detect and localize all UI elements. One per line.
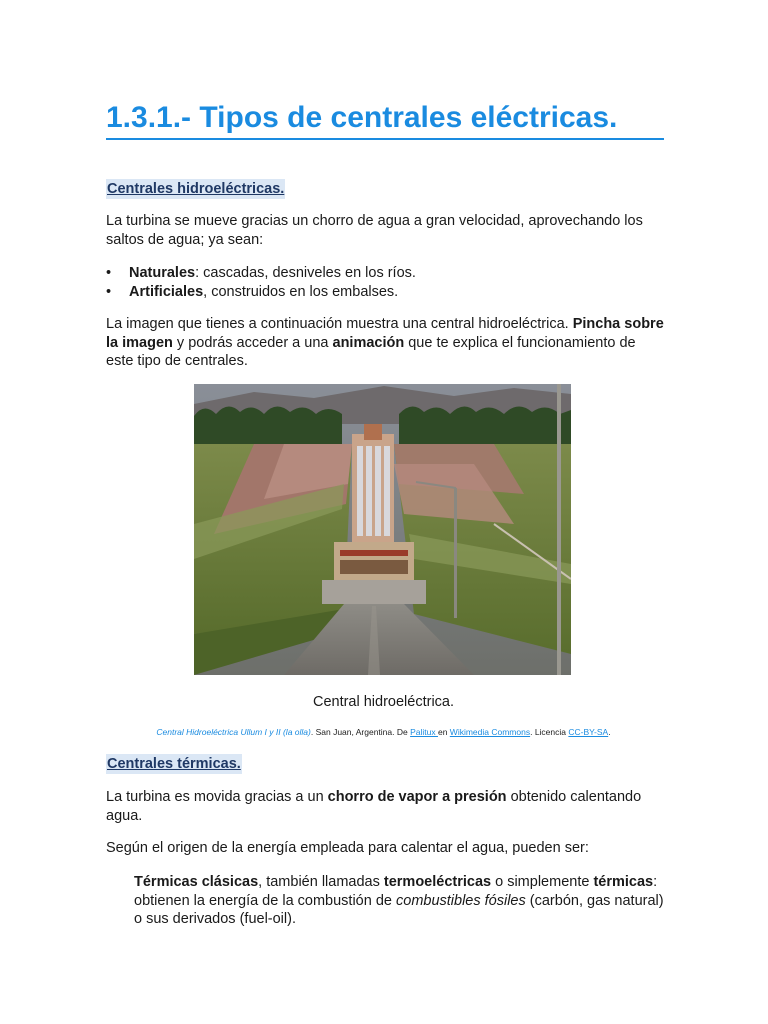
image-caption: Central hidroeléctrica. xyxy=(312,694,455,710)
credit-author-link[interactable]: Palitux xyxy=(410,727,438,737)
page-title: 1.3.1.- Tipos de centrales eléctricas. xyxy=(106,98,664,140)
thermal-intro-paragraph: La turbina es movida gracias a un chorro de vapor a presión obtenido calentando agua. xyxy=(106,789,642,824)
list-item: • Artificiales, construidos en los embalses. xyxy=(106,283,666,302)
thermal-classic-paragraph: Térmicas clásicas, también llamadas termoeléctricas o simplemente térmicas: obtienen la energía de la combustión de combustibles fósiles (carbón, gas natural) o sus derivados (fuel-oil). xyxy=(134,874,664,927)
thermal-heading: Centrales térmicas. xyxy=(107,756,241,772)
hydroelectric-plant-photo[interactable] xyxy=(194,384,571,675)
credit-source-link[interactable]: Wikimedia Commons xyxy=(449,727,531,737)
credit-work-link[interactable]: Central Hidroeléctrica Ullum I y II (la olla) xyxy=(156,727,311,737)
hydro-intro-paragraph: La turbina se mueve gracias un chorro de agua a gran velocidad, aprovechando los saltos de agua; ya sean: xyxy=(106,213,643,248)
credit-license-link[interactable]: CC-BY-SA xyxy=(568,727,609,737)
hydro-bullet-list xyxy=(106,264,666,301)
image-credit: Central Hidroeléctrica Ullum I y II (la olla). San Juan, Argentina. De Palitux en Wikimedia Commons. Licencia CC-BY-SA. xyxy=(156,727,611,737)
image-intro-paragraph: La imagen que tienes a continuación muestra una central hidroeléctrica. Pincha sobre la imagen y podrás acceder a una animación que te explica el funcionamiento de este tipo de centrales. xyxy=(106,316,664,369)
hydro-heading: Centrales hidroeléctricas. xyxy=(107,181,285,197)
list-item: • Naturales: cascadas, desniveles en los ríos. xyxy=(106,264,666,283)
thermal-origin-paragraph: Según el origen de la energía empleada para calentar el agua, pueden ser: xyxy=(106,840,589,856)
